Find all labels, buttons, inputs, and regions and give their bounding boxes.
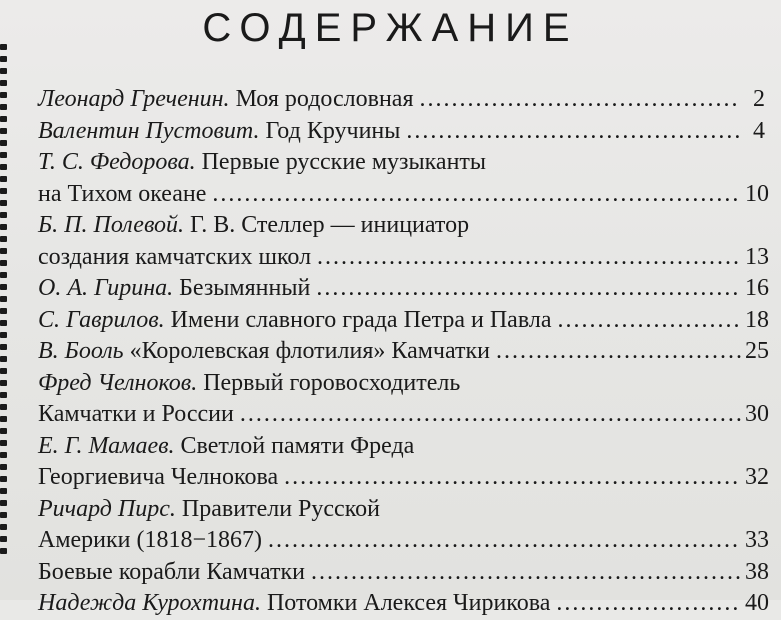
toc-title: «Королевская флотилия» Камчатки — [129, 338, 490, 364]
binding-hole — [0, 524, 7, 530]
toc-title-continuation: Камчатки и России — [38, 401, 234, 427]
toc-entry[interactable] — [38, 116, 765, 148]
toc-page-number: 40 — [745, 590, 769, 616]
binding-hole — [0, 80, 7, 86]
binding-hole — [0, 332, 7, 338]
dot-leader — [284, 462, 741, 494]
toc-page-number: 16 — [745, 275, 769, 301]
toc-page-number: 32 — [745, 464, 769, 490]
binding-hole — [0, 416, 7, 422]
toc-entry[interactable] — [38, 84, 765, 116]
toc-entry[interactable] — [38, 431, 769, 494]
binding-hole — [0, 320, 7, 326]
toc-title-continuation: Америки (1818−1867) — [38, 527, 263, 553]
toc-page-number: 30 — [745, 401, 769, 427]
dot-leader — [496, 336, 741, 368]
toc-entry-line — [38, 116, 765, 148]
toc-title: Безымянный — [179, 275, 311, 301]
binding-hole — [0, 308, 7, 314]
toc-page-number: 2 — [753, 86, 765, 112]
binding-hole — [0, 404, 7, 410]
toc-entry-line — [38, 84, 765, 116]
binding-hole — [0, 200, 7, 206]
toc-entry[interactable] — [38, 336, 769, 368]
spiral-binding — [0, 44, 10, 600]
binding-hole — [0, 440, 7, 446]
toc-entry-line — [38, 147, 765, 179]
toc-title: Моя родословная — [235, 86, 414, 112]
binding-hole — [0, 500, 7, 506]
binding-hole — [0, 104, 7, 110]
binding-hole — [0, 152, 7, 158]
dot-leader — [316, 273, 741, 305]
toc-author: В. Бооль — [38, 338, 124, 364]
toc-entry[interactable] — [38, 147, 769, 210]
toc-entry-line — [38, 399, 769, 431]
toc-entry-line — [38, 273, 769, 305]
toc-entry-line — [38, 588, 769, 620]
binding-hole — [0, 392, 7, 398]
toc-entry-line — [38, 525, 769, 557]
toc-entry-line — [38, 431, 765, 463]
binding-hole — [0, 212, 7, 218]
binding-hole — [0, 140, 7, 146]
toc-entry-line — [38, 210, 765, 242]
toc-title: Первые русские музыканты — [201, 149, 487, 175]
toc-title: Год Кручины — [265, 117, 401, 144]
binding-hole — [0, 488, 7, 494]
toc-page-number: 38 — [745, 558, 769, 585]
toc-title: Правители Русской — [181, 495, 380, 522]
toc-entry[interactable] — [38, 305, 769, 337]
toc-entry-line — [38, 305, 769, 337]
toc-author: Леонард Греченин. — [38, 86, 230, 112]
binding-hole — [0, 356, 7, 362]
binding-hole — [0, 476, 7, 482]
dot-leader — [268, 525, 741, 557]
toc-author: Валентин Пустовит. — [38, 117, 260, 144]
binding-hole — [0, 176, 7, 182]
toc-author: Ричард Пирс. — [38, 495, 176, 522]
toc-title: Г. В. Стеллер — инициатор — [190, 212, 470, 238]
binding-hole — [0, 380, 7, 386]
binding-hole — [0, 464, 7, 470]
toc-page-number: 25 — [745, 338, 769, 364]
binding-hole — [0, 248, 7, 254]
toc-author: Надежда Курохтина. — [38, 590, 261, 616]
toc-entry-line — [38, 242, 769, 274]
binding-hole — [0, 548, 7, 554]
binding-hole — [0, 452, 7, 458]
binding-hole — [0, 236, 7, 242]
toc-page-number: 33 — [745, 527, 769, 553]
binding-hole — [0, 344, 7, 350]
dot-leader — [556, 588, 741, 620]
binding-hole — [0, 56, 7, 62]
toc-author: С. Гаврилов. — [38, 306, 165, 333]
toc-title: Светлой памяти Фреда — [180, 432, 415, 459]
toc-page-number: 18 — [745, 306, 769, 333]
binding-hole — [0, 92, 7, 98]
toc-title: Потомки Алексея Чирикова — [266, 590, 551, 616]
toc-page-number: 10 — [745, 180, 769, 207]
page-title: СОДЕРЖАНИЕ — [202, 6, 579, 50]
binding-hole — [0, 284, 7, 290]
toc-author: Т. С. Федорова. — [38, 149, 196, 175]
toc-title: Боевые корабли Камчатки — [38, 558, 305, 585]
binding-hole — [0, 272, 7, 278]
binding-hole — [0, 188, 7, 194]
toc-entry-line — [38, 368, 765, 400]
toc-entry-line — [38, 336, 769, 368]
binding-hole — [0, 128, 7, 134]
toc-author: Е. Г. Мамаев. — [38, 432, 175, 459]
toc-title-continuation: Георгиевича Челнокова — [38, 464, 279, 490]
dot-leader — [420, 84, 742, 116]
binding-hole — [0, 164, 7, 170]
binding-hole — [0, 224, 7, 230]
toc-entry[interactable] — [38, 588, 769, 620]
toc-entry[interactable] — [38, 557, 769, 589]
toc-author: Фред Челноков. — [38, 369, 198, 396]
toc-entry[interactable] — [38, 494, 769, 557]
dot-leader — [317, 242, 741, 274]
toc-title-continuation: создания камчатских школ — [38, 243, 312, 270]
toc-entry-line — [38, 462, 769, 494]
toc-title-continuation: на Тихом океане — [38, 180, 207, 207]
binding-hole — [0, 68, 7, 74]
toc-entry-line — [38, 494, 765, 526]
toc-page-number: 13 — [745, 243, 769, 270]
binding-hole — [0, 368, 7, 374]
toc-entry[interactable] — [38, 210, 769, 273]
toc-title: Имени славного града Петра и Павла — [170, 306, 552, 333]
binding-hole — [0, 536, 7, 542]
dot-leader — [557, 305, 741, 337]
toc-entry[interactable] — [38, 368, 769, 431]
toc-title: Первый горовосходитель — [203, 369, 461, 396]
dot-leader — [212, 179, 741, 211]
binding-hole — [0, 428, 7, 434]
toc-author: О. А. Гирина. — [38, 275, 174, 301]
binding-hole — [0, 260, 7, 266]
binding-hole — [0, 116, 7, 122]
toc-entry-line — [38, 557, 769, 589]
toc-entry-line — [38, 179, 769, 211]
toc-page-number: 4 — [753, 117, 765, 144]
toc-author: Б. П. Полевой. — [38, 212, 185, 238]
dot-leader — [406, 116, 741, 148]
binding-hole — [0, 296, 7, 302]
table-of-contents — [38, 84, 769, 620]
toc-entry[interactable] — [38, 273, 769, 305]
dot-leader — [311, 557, 741, 589]
dot-leader — [240, 399, 741, 431]
binding-hole — [0, 512, 7, 518]
